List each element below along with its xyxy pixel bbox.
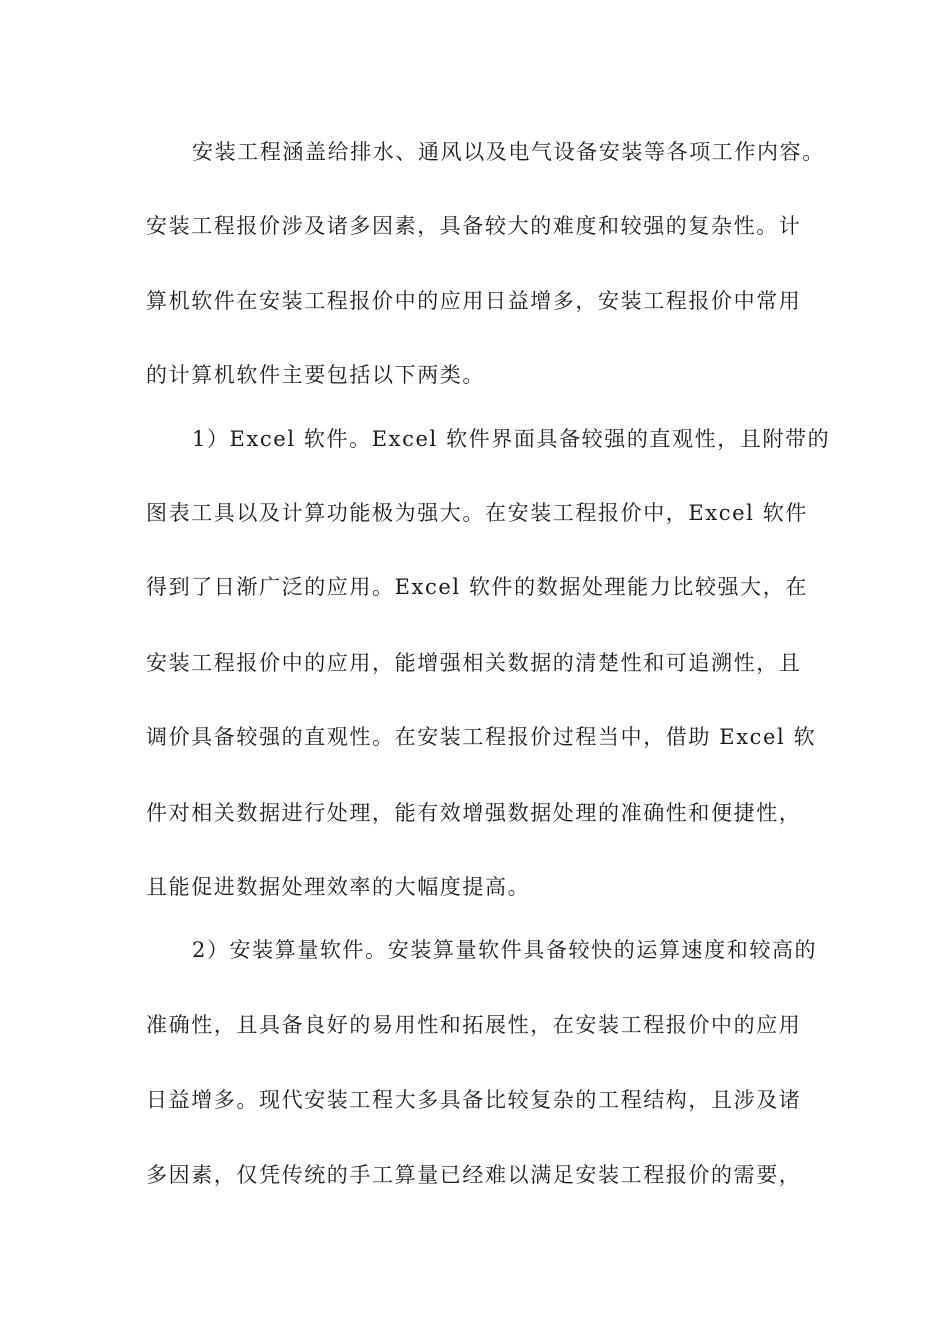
- paragraph-1-line-2: 安装工程报价涉及诸多因素，具备较大的难度和较强的复杂性。计: [146, 214, 802, 238]
- paragraph-1-line-4: 的计算机软件主要包括以下两类。: [146, 363, 485, 387]
- paragraph-2-line-1: 1）Excel 软件。Excel 软件界面具备较强的直观性，且附带的: [192, 427, 831, 451]
- paragraph-3-line-3: 日益增多。现代安装工程大多具备比较复杂的工程结构，且涉及诸: [146, 1088, 802, 1112]
- paragraph-3-line-2: 准确性，且具备良好的易用性和拓展性，在安装工程报价中的应用: [146, 1013, 802, 1037]
- paragraph-2-line-5: 调价具备较强的直观性。在安装工程报价过程当中，借助 Excel 软: [146, 725, 817, 749]
- paragraph-2-line-2: 图表工具以及计算功能极为强大。在安装工程报价中，Excel 软件: [146, 501, 808, 525]
- paragraph-3-line-1: 2）安装算量软件。安装算量软件具备较快的运算速度和较高的: [192, 938, 818, 962]
- paragraph-1-line-3: 算机软件在安装工程报价中的应用日益增多，安装工程报价中常用: [146, 289, 802, 313]
- paragraph-2-line-7: 且能促进数据处理效率的大幅度提高。: [146, 875, 531, 899]
- paragraph-3-line-4: 多因素，仅凭传统的手工算量已经难以满足安装工程报价的需要，: [146, 1163, 802, 1187]
- paragraph-2-line-4: 安装工程报价中的应用，能增强相关数据的清楚性和可追溯性，且: [146, 651, 802, 675]
- paragraph-2-line-3: 得到了日渐广泛的应用。Excel 软件的数据处理能力比较强大，在: [146, 575, 808, 599]
- paragraph-1-line-1: 安装工程涵盖给排水、通风以及电气设备安装等各项工作内容。: [192, 140, 825, 164]
- paragraph-2-line-6: 件对相关数据进行处理，能有效增强数据处理的准确性和便捷性，: [146, 801, 802, 825]
